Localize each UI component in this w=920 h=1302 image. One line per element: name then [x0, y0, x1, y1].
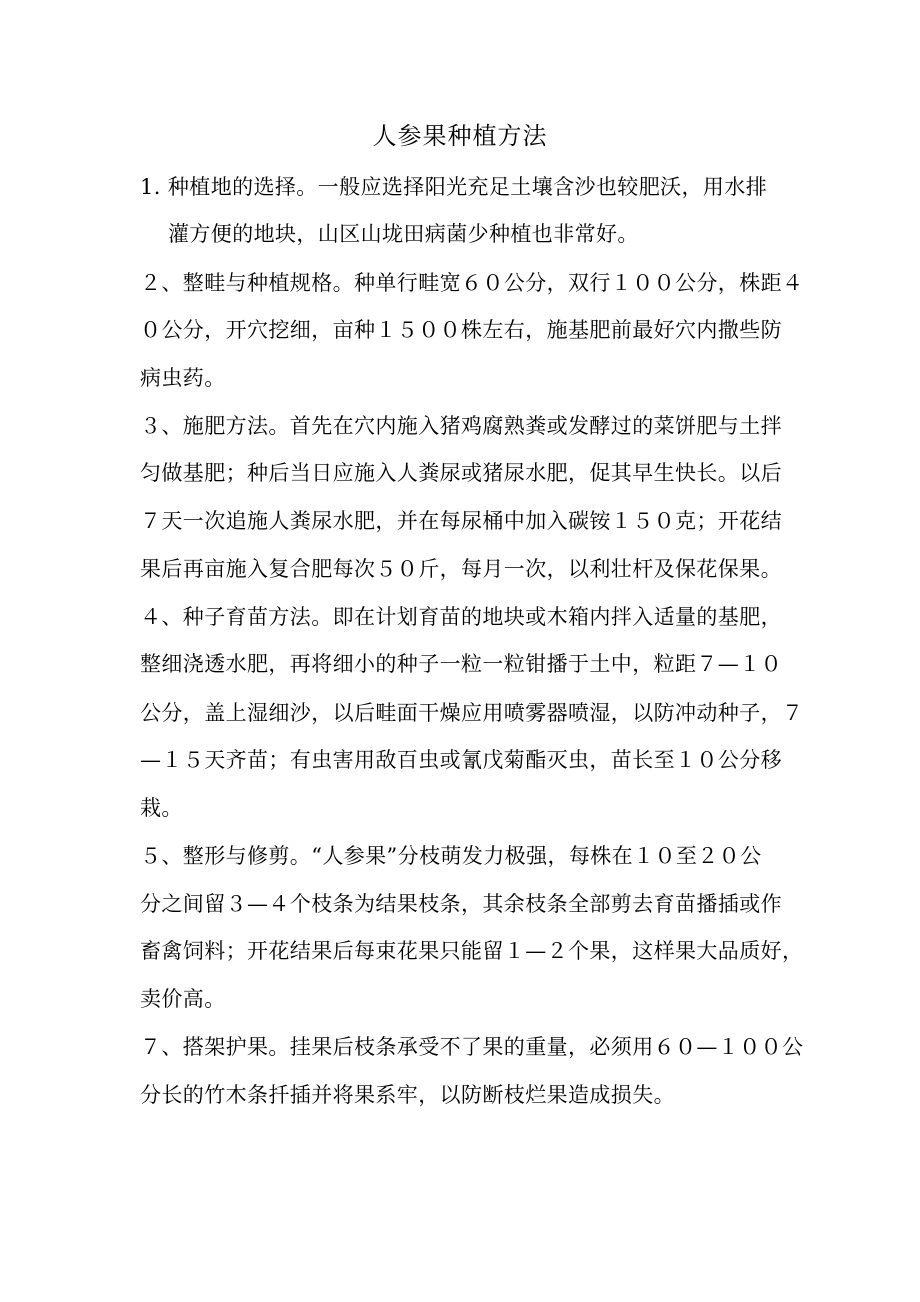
paragraph-5-line-4: 卖价高。: [140, 987, 226, 1011]
paragraph-4-line-5: 栽。: [140, 796, 183, 820]
paragraph-2-line-1: ２、整畦与种植规格。种单行畦宽６０公分，双行１００公分，株距４: [140, 271, 804, 295]
paragraph-1-line-1: 1. 种植地的选择。一般应选择阳光充足土壤含沙也较肥沃，用水排: [140, 175, 768, 199]
paragraph-3-line-4: 果后再亩施入复合肥每次５０斤，每月一次，以利壮杆及保花保果。: [140, 557, 782, 581]
paragraph-2-line-3: 病虫药。: [140, 366, 226, 390]
paragraph-4-line-3: 公分，盖上湿细沙，以后畦面干燥应用喷雾器喷湿，以防冲动种子，７: [140, 701, 804, 725]
paragraph-3-line-3: ７天一次追施人粪尿水肥，并在每尿桶中加入碳铵１５０克；开花结: [140, 509, 782, 533]
paragraph-7-line-2: 分长的竹木条扦插并将果系牢，以防断枝烂果造成损失。: [140, 1083, 675, 1107]
paragraph-2-line-2: ０公分，开穴挖细，亩种１５００株左右，施基肥前最好穴内撒些防: [140, 318, 782, 342]
paragraph-4-line-1: ４、种子育苗方法。即在计划育苗的地块或木箱内拌入适量的基肥，: [140, 605, 782, 629]
paragraph-5-line-2: 分之间留３—４个枝条为结果枝条，其余枝条全部剪去育苗播插或作: [140, 892, 782, 916]
paragraph-5-line-3: 畜禽饲料；开花结果后每束花果只能留１—２个果，这样果大品质好，: [140, 939, 804, 963]
paragraph-5-line-1: ５、整形与修剪。“人参果”分枝萌发力极强，每株在１０至２０公: [140, 844, 762, 868]
paragraph-4-line-4: —１５天齐苗；有虫害用敌百虫或氰戊菊酯灭虫，苗长至１０公分移: [140, 748, 782, 772]
paragraph-3-line-2: 匀做基肥；种后当日应施入人粪尿或猪尿水肥，促其早生快长。以后: [140, 461, 782, 485]
paragraph-4-line-2: 整细浇透水肥，再将细小的种子一粒一粒钳播于土中，粒距７—１０: [140, 652, 782, 676]
paragraph-3-line-1: ３、施肥方法。首先在穴内施入猪鸡腐熟粪或发酵过的菜饼肥与土拌: [140, 414, 782, 438]
document-title: 人参果种植方法: [372, 122, 548, 150]
paragraph-7-line-1: ７、搭架护果。挂果后枝条承受不了果的重量，必须用６０—１００公: [140, 1035, 804, 1059]
paragraph-1-line-2: 灌方便的地块，山区山垅田病菌少种植也非常好。: [168, 222, 639, 246]
